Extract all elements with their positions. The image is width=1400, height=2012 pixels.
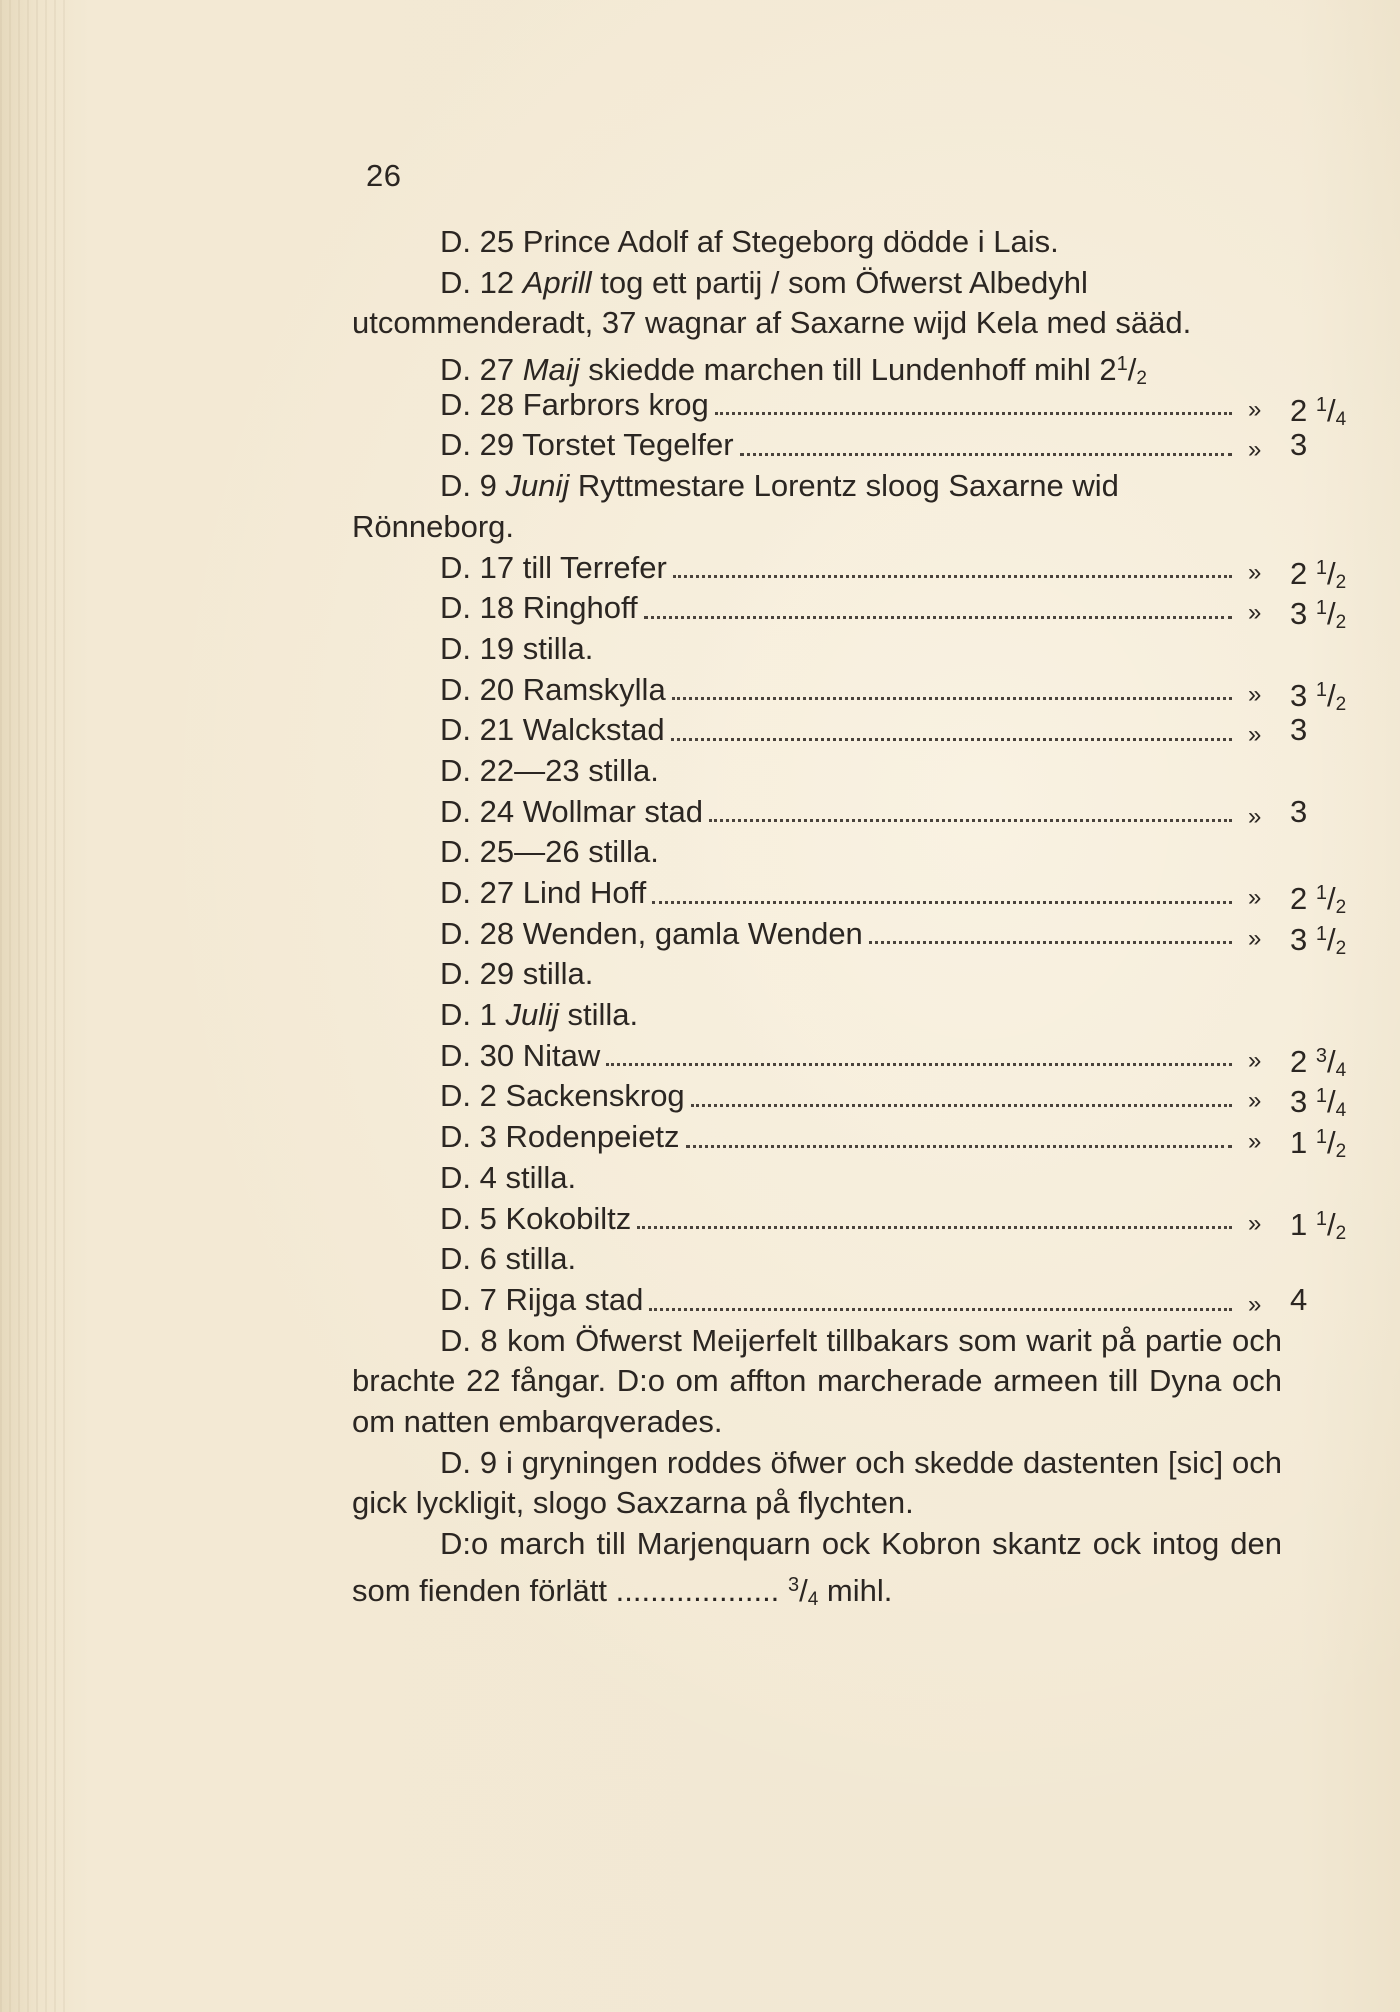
entry-place: Wollmar stad bbox=[514, 793, 704, 829]
distance-whole: 3 bbox=[1290, 596, 1308, 632]
fraction-numerator: 1 bbox=[1315, 922, 1327, 945]
entry-month: Junij bbox=[505, 468, 570, 504]
entry-place: Wenden, gamla Wenden bbox=[514, 915, 863, 951]
binding-gutter bbox=[0, 0, 70, 2012]
entry-date: D. 27 bbox=[440, 352, 515, 388]
itinerary-entry bbox=[352, 1117, 1347, 1163]
fraction-numerator: 1 bbox=[1315, 1085, 1327, 1108]
leader-dots bbox=[709, 819, 1232, 822]
entry-place: till Terrefer bbox=[514, 549, 667, 585]
ditto-mark: » bbox=[1248, 558, 1262, 586]
distance-whole: 3 bbox=[1290, 1084, 1308, 1120]
ditto-mark: » bbox=[1248, 395, 1262, 423]
fraction-numerator: 1 bbox=[1315, 597, 1327, 620]
entry-month: Maij bbox=[522, 352, 580, 388]
text-line bbox=[352, 995, 1282, 1036]
distance-value bbox=[1290, 914, 1346, 970]
paragraph: D. 9 i gryningen roddes öfwer och skedde dastenten [sic] och gick lyckligit, slogo Saxzarna på flychten. bbox=[352, 1444, 1282, 1521]
itinerary-entry bbox=[352, 1199, 1347, 1244]
text-line bbox=[352, 263, 1282, 304]
entry-date: D. 21 bbox=[440, 712, 515, 748]
entry-text: stilla. bbox=[567, 997, 639, 1033]
ditto-mark: » bbox=[1248, 599, 1262, 627]
itinerary-entry bbox=[352, 792, 1308, 833]
entry-date: D. 25 bbox=[440, 224, 515, 259]
entry-place: Rijga stad bbox=[496, 1281, 644, 1317]
entry-text: skiedde marchen till Lundenhoff mihl 2 bbox=[588, 352, 1117, 388]
entry-place: Lind Hoff bbox=[514, 875, 647, 910]
fraction-denominator: 2 bbox=[1335, 937, 1347, 959]
leader-dots bbox=[691, 1104, 1232, 1107]
fraction-denominator: 2 bbox=[1335, 897, 1347, 918]
itinerary-entry bbox=[352, 1280, 1308, 1321]
fraction-denominator: 2 bbox=[1335, 1222, 1347, 1244]
entry-date: D. 6 bbox=[440, 1241, 497, 1277]
fraction-denominator: 4 bbox=[1335, 1100, 1347, 1122]
entry-place: stilla. bbox=[579, 834, 659, 870]
ditto-mark: » bbox=[1248, 884, 1262, 911]
distance-whole: 2 bbox=[1290, 392, 1308, 428]
text-line bbox=[352, 466, 1282, 507]
distance-whole: 1 bbox=[1290, 1206, 1308, 1242]
entry-date: D. 7 bbox=[440, 1281, 497, 1317]
paragraph: D. 8 kom Öfwerst Meijerfelt tillbakars som warit på partie och brachte 22 fångar. D:o om affton marcherade armeen till Dyna och om natten embarqverades. bbox=[352, 1322, 1282, 1439]
leader-dots bbox=[869, 941, 1232, 944]
fraction-slash: / bbox=[1327, 1084, 1336, 1120]
distance-value bbox=[1290, 1280, 1307, 1321]
itinerary-entry bbox=[352, 629, 1282, 670]
entry-place: Kokobiltz bbox=[496, 1200, 632, 1236]
leader-dots bbox=[715, 412, 1232, 415]
itinerary-entry bbox=[352, 751, 1282, 792]
entry-place: Ringhoff bbox=[514, 590, 638, 626]
entry-date: D. 28 bbox=[440, 386, 515, 422]
entry-place: Sackenskrog bbox=[496, 1078, 685, 1114]
distance-value bbox=[1290, 792, 1307, 833]
entry-place: stilla. bbox=[579, 752, 659, 788]
entry-text: utcommenderadt, 37 wagnar af Saxarne wijd Kela med sääd. bbox=[352, 305, 1192, 341]
entry-text: Prince Adolf af Stegeborg dödde i Lais. bbox=[522, 224, 1059, 259]
distance-whole: 3 bbox=[1290, 677, 1308, 713]
fraction-slash: / bbox=[1327, 1125, 1336, 1161]
fraction-slash: / bbox=[1327, 921, 1336, 957]
itinerary-entry bbox=[352, 548, 1347, 593]
ditto-mark: » bbox=[1248, 1290, 1262, 1318]
ditto-mark: » bbox=[1248, 1046, 1262, 1074]
fraction-denominator: 2 bbox=[1136, 368, 1147, 390]
ditto-mark: » bbox=[1248, 1209, 1262, 1237]
fraction-numerator: 3 bbox=[1315, 1044, 1327, 1067]
distance-whole: 3 bbox=[1290, 921, 1308, 957]
leader-dots bbox=[686, 1145, 1232, 1148]
entry-date: D. 28 bbox=[440, 915, 515, 951]
ditto-mark: » bbox=[1248, 721, 1262, 749]
itinerary-entry bbox=[352, 1239, 1282, 1280]
entry-date: D. 9 bbox=[440, 468, 497, 504]
distance-value bbox=[1290, 1199, 1346, 1255]
text-line: D. 27 Maij skiedde marchen till Lundenhoff mihl $2^1/2$ bbox=[440, 352, 1147, 390]
itinerary-entry bbox=[352, 670, 1347, 715]
ditto-mark: » bbox=[1248, 802, 1262, 830]
leader-dots bbox=[606, 1063, 1232, 1066]
leader-dots bbox=[672, 697, 1232, 700]
itinerary-entry bbox=[352, 832, 1282, 873]
entry-date: D. 24 bbox=[440, 793, 515, 829]
distance-whole: 3 bbox=[1290, 712, 1308, 748]
text-line bbox=[352, 303, 1282, 344]
itinerary-entry bbox=[352, 385, 1347, 430]
ditto-mark: » bbox=[1248, 1128, 1262, 1156]
entry-date: D. 25—26 bbox=[440, 834, 580, 870]
fraction-slash: / bbox=[1327, 1206, 1336, 1242]
itinerary-list bbox=[352, 548, 1347, 996]
fraction-numerator: 1 bbox=[1116, 353, 1128, 376]
itinerary-list bbox=[352, 385, 1347, 466]
leader-dots: ................... bbox=[615, 1572, 780, 1608]
ditto-mark: » bbox=[1248, 924, 1262, 952]
itinerary-entry bbox=[352, 1076, 1347, 1122]
fraction-numerator: 1 bbox=[1315, 678, 1327, 701]
entry-month: Aprill bbox=[522, 264, 592, 300]
leader-dots bbox=[649, 1308, 1232, 1311]
entry-place: Rodenpeietz bbox=[496, 1119, 680, 1155]
fraction-numerator: 1 bbox=[1315, 393, 1327, 416]
entry-place: Ramskylla bbox=[514, 671, 666, 707]
fraction-numerator: 1 bbox=[1315, 882, 1327, 904]
distance-whole: 1 bbox=[1290, 1125, 1308, 1161]
entry-date: D. 19 bbox=[440, 630, 515, 666]
distance-whole: 2 bbox=[1290, 555, 1308, 591]
leader-dots bbox=[644, 616, 1232, 619]
entry-date: D. 1 bbox=[440, 997, 497, 1033]
fraction-slash: / bbox=[1327, 596, 1336, 632]
fraction-slash: / bbox=[1327, 881, 1336, 916]
entry-place: Farbrors krog bbox=[514, 386, 709, 422]
itinerary-entry bbox=[352, 1158, 1282, 1199]
itinerary-entry bbox=[352, 588, 1347, 634]
distance-value bbox=[1290, 425, 1307, 466]
distance-whole: 2 bbox=[1290, 1043, 1308, 1079]
entry-place: stilla. bbox=[514, 956, 594, 992]
leader-dots bbox=[652, 901, 1232, 904]
page-text bbox=[352, 222, 1347, 1620]
entry-month: Julij bbox=[505, 997, 559, 1033]
fraction-slash: / bbox=[1327, 392, 1336, 428]
itinerary-entry bbox=[352, 873, 1347, 918]
fraction-denominator: 4 bbox=[807, 1588, 819, 1610]
entry-text: Ryttmestare Lorentz sloog Saxarne wid bbox=[577, 468, 1119, 504]
entry-date: D. 29 bbox=[440, 956, 515, 992]
entry-place: Walckstad bbox=[514, 712, 665, 748]
fraction-slash: / bbox=[1327, 1043, 1336, 1079]
leader-dots bbox=[671, 738, 1232, 741]
itinerary-entry bbox=[352, 954, 1282, 995]
distance-whole: 4 bbox=[1290, 1281, 1308, 1317]
distance-value bbox=[1290, 710, 1307, 751]
distance-value bbox=[1290, 588, 1346, 644]
itinerary-entry bbox=[352, 425, 1308, 466]
text-line bbox=[352, 222, 1282, 263]
fraction-denominator: 2 bbox=[1335, 693, 1347, 715]
entry-place: Nitaw bbox=[514, 1037, 601, 1073]
ditto-mark: » bbox=[1248, 680, 1262, 708]
distance-whole: 2 bbox=[1290, 881, 1308, 916]
entry-date: D. 18 bbox=[440, 590, 515, 626]
entry-date: D. 20 bbox=[440, 671, 515, 707]
itinerary-entry bbox=[352, 914, 1347, 959]
leader-dots bbox=[673, 575, 1232, 578]
fraction-denominator: 2 bbox=[1335, 1141, 1347, 1163]
fraction-numerator: 1 bbox=[1315, 1207, 1327, 1230]
entry-text: Rönneborg. bbox=[352, 508, 515, 544]
paragraph: D:o march till Marjenquarn ock Kobron skantz ock intog den som fienden förlätt ................... $^3$/4 mihl. bbox=[352, 1526, 1282, 1610]
entry-date: D. 27 bbox=[440, 875, 515, 910]
fraction-slash: / bbox=[1327, 555, 1336, 591]
itinerary-entry bbox=[352, 1036, 1347, 1081]
entry-place: Torstet Tegelfer bbox=[514, 427, 734, 463]
itinerary-entry bbox=[352, 710, 1308, 751]
itinerary-list bbox=[352, 1036, 1347, 1321]
leader-dots bbox=[740, 453, 1232, 456]
leader-dots bbox=[637, 1226, 1232, 1229]
entry-date: D. 17 bbox=[440, 549, 515, 585]
ditto-mark: » bbox=[1248, 1087, 1262, 1115]
unit-label: mihl. bbox=[826, 1572, 893, 1608]
fraction-denominator: 4 bbox=[1335, 1059, 1347, 1081]
fraction-denominator: 4 bbox=[1335, 408, 1347, 430]
distance-whole: 3 bbox=[1290, 793, 1308, 829]
entry-date: D. 12 bbox=[440, 264, 515, 300]
fraction-numerator: 3 bbox=[787, 1573, 800, 1596]
paragraph-text: D:o march till Marjenquarn ock Kobron skantz ock intog den som fienden förlätt bbox=[352, 1526, 1282, 1608]
entry-text: tog ett partij / som Öfwerst Albedyhl bbox=[600, 264, 1088, 300]
entry-date: D. 3 bbox=[440, 1119, 497, 1155]
fraction-numerator: 1 bbox=[1315, 1126, 1327, 1149]
entry-date: D. 29 bbox=[440, 427, 515, 463]
fraction-numerator: 1 bbox=[1315, 556, 1327, 579]
entry-date: D. 4 bbox=[440, 1159, 497, 1195]
fraction-denominator: 2 bbox=[1335, 571, 1347, 593]
entry-place: stilla. bbox=[496, 1159, 577, 1195]
entry-date: D. 30 bbox=[440, 1037, 515, 1073]
entry-date: D. 22—23 bbox=[440, 752, 580, 788]
text-line bbox=[352, 507, 1282, 548]
ditto-mark: » bbox=[1248, 436, 1262, 464]
fraction-denominator: 2 bbox=[1335, 612, 1347, 634]
distance-whole: 3 bbox=[1290, 427, 1308, 463]
entry-place: stilla. bbox=[514, 630, 594, 666]
distance-value bbox=[1290, 1117, 1346, 1173]
page-number: 26 bbox=[366, 158, 402, 193]
fraction-slash: / bbox=[1327, 677, 1336, 713]
entry-date: D. 5 bbox=[440, 1200, 497, 1236]
entry-place: stilla. bbox=[496, 1241, 577, 1277]
entry-date: D. 2 bbox=[440, 1078, 497, 1114]
